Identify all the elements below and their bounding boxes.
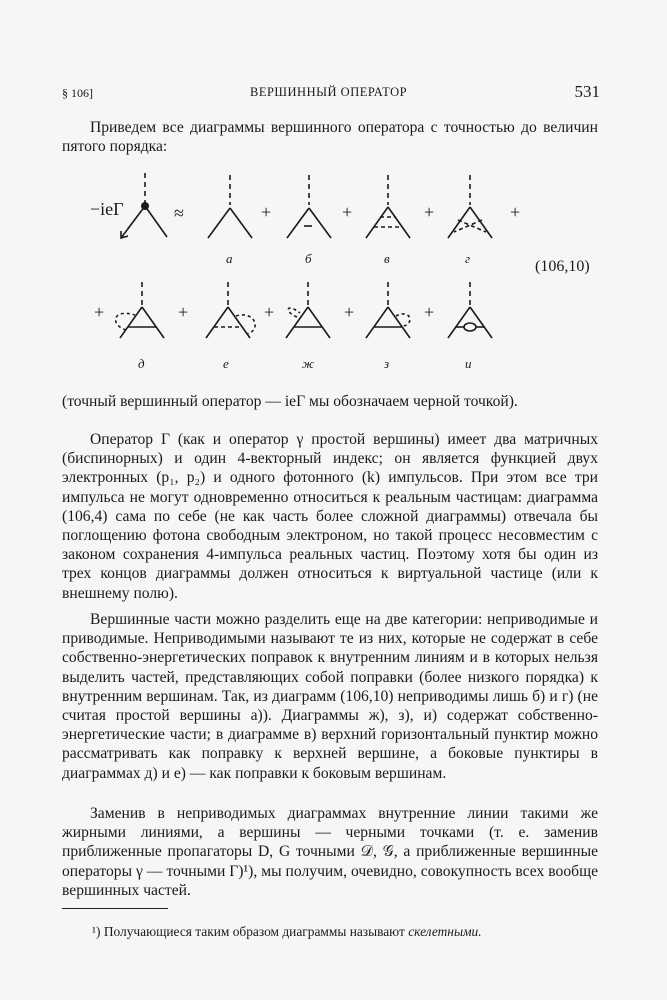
footnote (92, 924, 482, 940)
diagram-z (366, 282, 434, 371)
diagram-b (287, 175, 352, 266)
svg-text:б: б (305, 251, 312, 266)
diagram-d (116, 282, 189, 371)
page-number: 531 (574, 82, 600, 101)
svg-text:+: + (264, 302, 275, 322)
black-dot-icon (142, 203, 148, 209)
svg-text:+: + (510, 202, 521, 222)
svg-text:+: + (344, 302, 355, 322)
svg-text:в: в (384, 251, 390, 266)
paragraph-3: Вершинные части можно разделить еще на две категории: неприводимые и приводимые. Неприводимыми называют те из них, которые не содержат в себе собственно-энергетических поправок к внутренним линиям и в которых нельзя выделить частей, представляющих собой поправки (более низкого порядка) к внутренним вершинам. Так, из диаграмм (106,10) неприводимы лишь б) и г) (не считая простой вершины а)). Диаграммы ж), з), и) содержат собственно-энергетические части; в диаграмме в) верхний горизонтальный пунктир можно рассматривать как поправку к верхней вершине, а боковые пунктиры в диаграммах д) и е) — как поправки к боковым вершинам. (62, 611, 598, 782)
equation-number: (106,10) (535, 258, 590, 275)
footnote-text: ¹) Получающиеся таким образом диаграммы называют (92, 924, 409, 939)
diagram-i (448, 282, 492, 371)
diagram-zh (286, 282, 354, 371)
svg-text:+: + (342, 202, 353, 222)
svg-text:+: + (94, 302, 105, 322)
diagram-a (208, 175, 271, 266)
exact-vertex-diagram (90, 173, 184, 238)
diagram-e (206, 282, 274, 371)
svg-text:д: д (138, 356, 145, 371)
approx-sign: ≈ (174, 203, 184, 223)
svg-text:+: + (424, 202, 435, 222)
footnote-emphasis: скелетными. (408, 924, 482, 939)
paragraph-2: Оператор Γ (как и оператор γ простой вершины) имеет два матричных (биспинорных) и один 4-векторный индекс; он является функцией двух электронных (p₁, p₂) и одного фотонного (k) импульсов. При этом все три импульса не могут одновременно относиться к реальным частицам: диаграмма (106,4) сама по себе (не как часть более сложной диаграммы) отвечала бы поглощению фотона свободным электроном, но такой процесс несовместим с законом сохранения 4-импульса реальных частиц. Поэтому хотя бы один из трех концов диаграммы должен относиться к виртуальной частице (или к внешнему полю). (62, 431, 598, 602)
svg-text:+: + (424, 302, 435, 322)
svg-text:и: и (465, 356, 472, 371)
svg-text:а: а (226, 251, 233, 266)
svg-text:е: е (223, 356, 229, 371)
lhs-symbol: −ieΓ (90, 199, 124, 219)
paragraph-1: (точный вершинный оператор — ieΓ мы обозначаем черной точкой). (62, 393, 518, 410)
intro-paragraph: Приведем все диаграммы вершинного оператора с точностью до величин пятого порядка: (62, 119, 598, 156)
svg-text:з: з (384, 356, 390, 371)
svg-text:+: + (261, 202, 272, 222)
svg-text:+: + (178, 302, 189, 322)
diagram-v (366, 175, 434, 266)
diagram-g (448, 175, 520, 266)
svg-text:г: г (465, 251, 471, 266)
footnote-rule (62, 908, 168, 909)
section-ref: § 106] (62, 86, 93, 100)
svg-text:ж: ж (302, 356, 315, 371)
running-title: ВЕРШИННЫЙ ОПЕРАТОР (250, 85, 408, 99)
paragraph-4: Заменив в неприводимых диаграммах внутренние линии такими же жирными линиями, а вершины — черными точками (т. е. заменив приближенные пропагаторы D, G точными 𝒟, 𝒢, а приближенные вершинные операторы γ — точными Γ)¹), мы получим, очевидно, совокупность всех вообще вершинных частей. (62, 805, 598, 899)
